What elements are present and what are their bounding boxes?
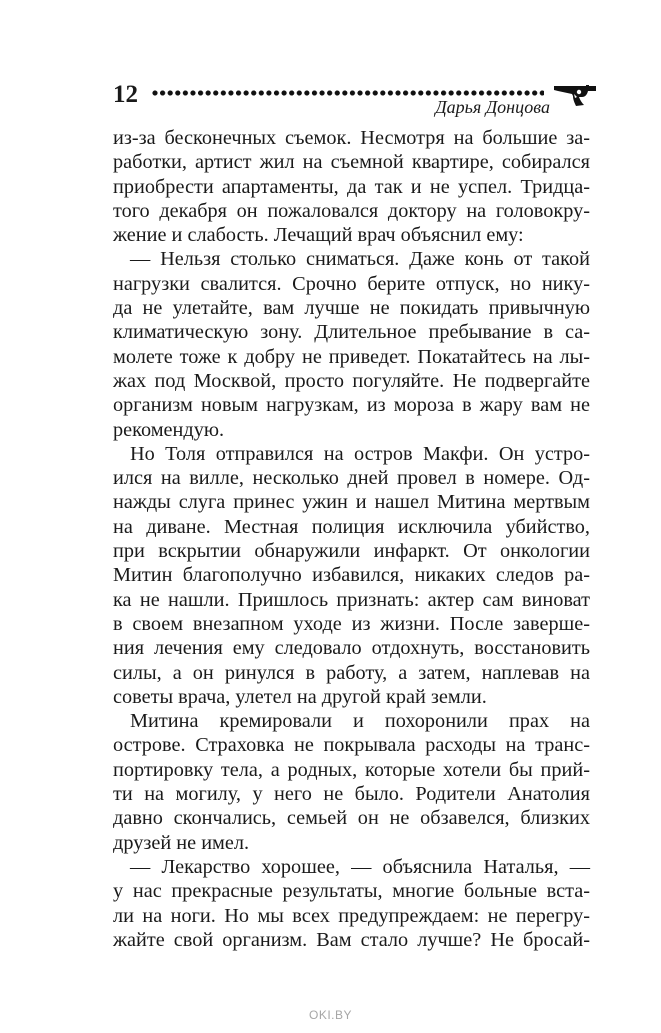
text-line: давно скончались, семьей он не обзавелся, близких (113, 807, 590, 830)
body-text (113, 126, 590, 952)
text-line: работки, артист жил на съемной квартире, собирался (113, 151, 590, 174)
text-line: на диване. Местная полиция исключила убийство, (113, 515, 590, 538)
text-line: Митина кремировали и похоронили прах на (130, 710, 590, 733)
text-line: советы врача, улетел на другой край земли. (113, 685, 487, 708)
text-line: молете тоже к добру не приведет. Покатайтесь на лы- (113, 345, 590, 368)
text-line: того декабря он пожаловался доктору на головокру- (113, 199, 590, 222)
revolver-icon (552, 83, 598, 107)
text-line: организм новым нагрузкам, из мороза в жару вам не (113, 394, 590, 417)
text-line: нагрузки свалится. Срочно берите отпуск, но нику- (113, 272, 590, 295)
author-name: Дарья Донцова (435, 97, 550, 117)
text-line: портировку тела, а родных, которые хотели бы прий- (113, 758, 590, 781)
page-number: 12 (113, 81, 138, 108)
text-line: острове. Страховка не покрывала расходы на транс- (113, 734, 590, 757)
text-line: — Нельзя столько сниматься. Даже конь от такой (130, 248, 590, 271)
text-line: жайте свой организм. Вам стало лучше? Не бросай- (113, 928, 590, 951)
text-line: Но Толя отправился на остров Макфи. Он устро- (130, 442, 590, 465)
text-line: ли на ноги. Но мы всех предупреждаем: не перегру- (113, 904, 590, 927)
text-line: рекомендую. (113, 418, 225, 441)
text-line: ился на вилле, несколько дней провел в номере. Од- (113, 467, 590, 490)
text-line: климатическую зону. Длительное пребывание в са- (113, 321, 590, 344)
watermark: OKI.BY (308, 1008, 352, 1022)
text-line: при вскрытии обнаружили инфаркт. От онкологии (113, 540, 590, 563)
text-line: — Лекарство хорошее, — объяснила Наталья, — (130, 855, 590, 878)
text-line: нажды слуга принес ужин и нашел Митина мертвым (113, 491, 590, 514)
text-line: силы, а он ринулся в работу, а затем, наплевав на (113, 661, 590, 684)
text-line: Митин благополучно избавился, никаких следов ра- (113, 564, 590, 587)
text-line: ти на могилу, у него не было. Родители Анатолия (113, 783, 590, 806)
text-line: да не улетайте, вам лучше не покидать привычную (113, 297, 590, 320)
text-line: из-за бесконечных съемок. Несмотря на большие за- (113, 127, 590, 149)
text-line: приобрести апартаменты, да так и не успел. Тридца- (113, 175, 590, 198)
text-line: жение и слабость. Лечащий врач объяснил ему: (113, 224, 524, 247)
text-line: жах под Москвой, просто погуляйте. Не подвергайте (113, 369, 590, 392)
text-line: друзей не имел. (113, 831, 250, 854)
text-line: ния лечения ему следовало отдохнуть, восстановить (113, 637, 590, 660)
text-line: ка не нашли. Пришлось признать: актер сам виноват (113, 588, 590, 611)
text-line: у нас прекрасные результаты, многие больные вста- (113, 880, 590, 903)
text-line: в своем внезапном уходе из жизни. После заверше- (113, 612, 590, 635)
